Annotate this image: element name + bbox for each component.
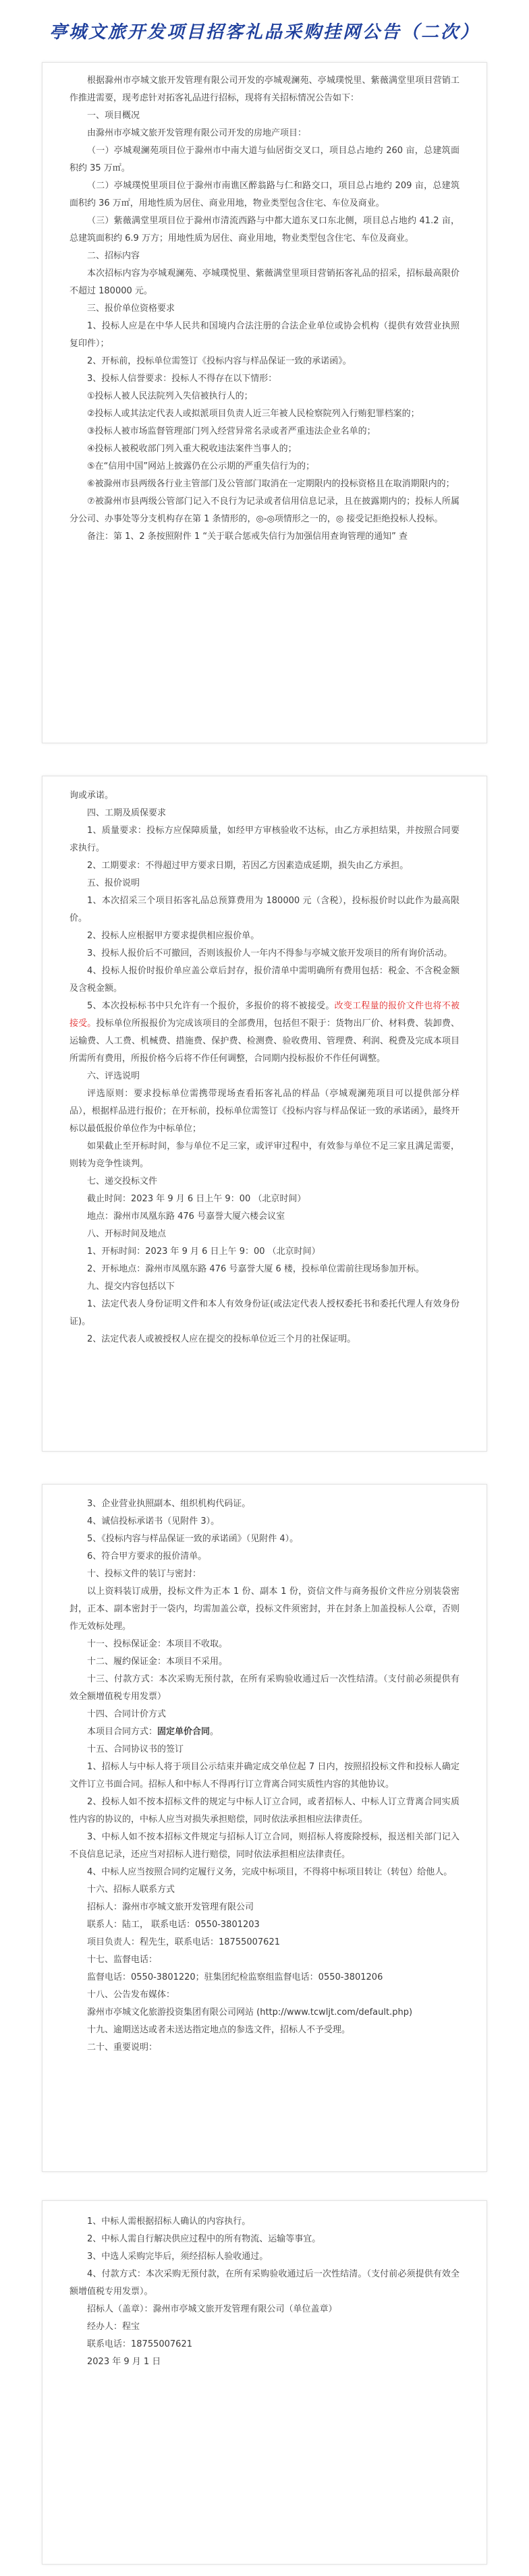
paragraph: 十三、付款方式：本次采购无预付款，在所有采购验收通过后一次性结清。（支付前必须提供有效全额增值税专用发票） <box>69 1674 460 1702</box>
paragraph: 六、评选说明 <box>87 1071 140 1081</box>
paragraph: 2023 年 9 月 1 日 <box>87 2357 161 2367</box>
paragraph: ⑦被滁州市县两级公管部门记入不良行为记录或者信用信息记录，且在披露期内的；投标人所属分公司、办事处等分支机构存在第 1 条情形的，◎-◎项情形之一的，◎ 接受记拒绝投标人投标。 <box>69 496 460 524</box>
document-page-4 <box>42 2200 487 2565</box>
paragraph: ①投标人被人民法院列入失信被执行人的； <box>87 391 253 401</box>
paragraph: 项目负责人：程先生，联系电话：18755007621 <box>87 1937 280 1947</box>
paragraph: 十四、合同计价方式 <box>87 1709 167 1719</box>
paragraph: ②投标人或其法定代表人或拟派项目负责人近三年被人民检察院列入行贿犯罪档案的； <box>87 409 420 419</box>
paragraph: 3、企业营业执照副本、组织机构代码证。 <box>87 1499 251 1509</box>
paragraph: 二十、重要说明： <box>87 2042 158 2053</box>
paragraph: 本次招标内容为亭城观澜苑、亭城璞悦里、紫薇满堂里项目营销拓客礼品的招采，招标最高限价不超过 180000 元。 <box>69 268 460 296</box>
paragraph: 经办人：程宝 <box>87 2322 140 2332</box>
paragraph: 2、开标地点：滁州市凤凰东路 476 号嘉誉大厦 6 楼，投标单位需前往现场参加开标。 <box>87 1264 424 1274</box>
paragraph: 十、投标文件的装订与密封： <box>87 1569 202 1579</box>
paragraph: 1、法定代表人身份证明文件和本人有效身份证(或法定代表人授权委托书和委托代理人有效身份证)。 <box>69 1299 460 1327</box>
paragraph: ④投标人被税收部门列入重大税收违法案件当事人的； <box>87 444 297 454</box>
paragraph: 地点：滁州市凤凰东路 476 号嘉誉大厦六楼会议室 <box>87 1211 285 1222</box>
contract-type-value: 固定单价合同 <box>157 1727 211 1737</box>
paragraph-contract-type <box>69 1723 460 1741</box>
paragraph: 1、质量要求：投标方应保障质量，如经甲方审核验收不达标，由乙方承担结果，并按照合同要求执行。 <box>69 826 460 853</box>
paragraph: 3、投标人信誉要求：投标人不得存在以下情形： <box>87 374 277 384</box>
paragraph: 四、工期及质保要求 <box>87 808 167 818</box>
paragraph: 滁州市亭城文化旅游投资集团有限公司网站 (http://www.tcwljt.com/default.php) <box>87 2007 413 2017</box>
paragraph: 十八、公告发布媒体： <box>87 1990 175 2000</box>
paragraph: 十七、监督电话： <box>87 1955 158 1965</box>
document-page-3 <box>42 1484 487 2172</box>
paragraph: 1、中标人需根据招标人确认的内容执行。 <box>87 2216 251 2227</box>
paragraph: （三）紫薇满堂里项目位于滁州市清流西路与中都大道东叉口东北侧，项目总占地约 41.2 亩，总建筑面积约 6.9 万方；用地性质为居住、商业用地，物业类型包含住宅、车位及商业。 <box>69 216 460 244</box>
paragraph: 1、本次招采三个项目拓客礼品总预算费用为 180000 元（含税），投标报价时以此作为最高限价。 <box>69 896 460 923</box>
paragraph: 十二、履约保证金：本项目不采用。 <box>87 1657 228 1667</box>
paragraph: ⑥被滁州市县两级各行业主管部门及公管部门取消在一定期限内的投标资格且在取消期限内的； <box>87 479 455 489</box>
item5-red-text: 改变工程量的报价文件也将不被接受。 <box>69 1001 460 1029</box>
paragraph: 一、项目概况 <box>87 111 140 121</box>
paragraph: 十六、招标人联系方式 <box>87 1885 175 1895</box>
paragraph: 如果截止至开标时间，参与单位不足三家，或评审过程中，有效参与单位不足三家且满足需要，则转为竞争性谈判。 <box>69 1141 460 1169</box>
paragraph: 1、招标人与中标人将于项目公示结束并确定成交单位起 7 日内，按照招投标文件和投标人确定文件订立书面合同。招标人和中标人不得再行订立背离合同实质性内容的其他协议。 <box>69 1762 460 1790</box>
paragraph: 五、报价说明 <box>87 878 140 888</box>
paragraph-item5 <box>69 998 460 1068</box>
paragraph: 2、投标人如不按本招标文件的规定与中标人订立合同，或者招标人、中标人订立背离合同实质性内容的协议的，中标人应当对损失承担赔偿，同时依法承担相应法律责任。 <box>69 1797 460 1825</box>
paragraph: 招标人：滁州市亭城文旅开发管理有限公司 <box>87 1902 254 1912</box>
paragraph: 根据滁州市亭城文旅开发管理有限公司开发的亭城观澜苑、亭城璞悦里、紫薇满堂里项目营销工作推进需要，现考虑针对拓客礼品进行招标，现将有关招标情况公告如下： <box>69 76 460 103</box>
paragraph: 4、中标人应当按照合同约定履行义务，完成中标项目，不得将中标项目转让（转包）给他人。 <box>87 1867 453 1877</box>
paragraph: 5、《投标内容与样品保证一致的承诺函》（见附件 4）。 <box>87 1534 299 1544</box>
paragraph: 3、中选人采购完毕后，须经招标人验收通过。 <box>87 2252 269 2262</box>
paragraph: 评选原则：要求投标单位需携带现场查看拓客礼品的样品（亭城观澜苑项目可以提供部分样品），根据样品进行报价；在开标前，投标单位需签订《投标内容与样品保证一致的承诺函》，最终开标以最低报价单位作为中标单位； <box>69 1089 460 1134</box>
paragraph: ⑤在“信用中国”网站上披露仍在公示期的严重失信行为的； <box>87 461 315 471</box>
paragraph: 1、开标时间：2023 年 9 月 6 日上午 9：00 （北京时间） <box>87 1247 321 1257</box>
paragraph: （二）亭城璞悦里项目位于滁州市南谯区醉翁路与仁和路交口，项目总占地约 209 亩，总建筑面积约 36 万㎡，用地性质为居住、商业用地，物业类型包含住宅、车位及商业。 <box>69 181 460 208</box>
paragraph: 2、工期要求：不得超过甲方要求日期，若因乙方因素造成延期，损失由乙方承担。 <box>87 861 409 871</box>
paragraph: 4、投标人报价时报价单应盖公章后封存，报价清单中需明确所有费用包括：税金、不含税金额及含税金额。 <box>69 966 460 994</box>
paragraph: 截止时间：2023 年 9 月 6 日上午 9：00 （北京时间） <box>87 1194 306 1204</box>
paragraph: 2、投标人应根据甲方要求提供相应报价单。 <box>87 931 260 941</box>
paragraph: ③投标人被市场监督管理部门列入经营异常名录或者严重违法企业名单的； <box>87 426 376 436</box>
document-page-1 <box>42 62 487 743</box>
paragraph: 七、递交投标文件 <box>87 1176 158 1186</box>
paragraph: 招标人（盖章）：滁州市亭城文旅开发管理有限公司（单位盖章） <box>87 2304 337 2314</box>
paragraph: 3、投标人报价后不可撤回，否则该报价人一年内不得参与亭城文旅开发项目的所有询价活动。 <box>87 948 453 958</box>
paragraph: 询或承诺。 <box>69 791 114 801</box>
page-title: 亭城文旅开发项目招客礼品采购挂网公告（二次） <box>49 22 480 42</box>
contract-end: 。 <box>210 1727 219 1737</box>
paragraph: 联系人：陆工， 联系电话：0550-3801203 <box>87 1920 260 1930</box>
paragraph: 八、开标时间及地点 <box>87 1229 167 1239</box>
paragraph: 3、中标人如不按本招标文件规定与招标人订立合同，则招标人将废除授标，报送相关部门记入不良信息记录，还应当对招标人进行赔偿，同时依法承担相应法律责任。 <box>69 1832 460 1860</box>
paragraph: 备注：第 1、2 条按照附件 1 “关于联合惩戒失信行为加强信用查询管理的通知” 查 <box>87 532 408 542</box>
paragraph: 九、提交内容包括以下 <box>87 1282 175 1292</box>
paragraph: 6、符合甲方要求的报价清单。 <box>87 1551 207 1562</box>
paragraph: 监督电话：0550-3801220；驻集团纪检监察组监督电话：0550-3801206 <box>87 1972 383 1982</box>
paragraph: 联系电话：18755007621 <box>87 2339 192 2349</box>
paragraph: 由滁州市亭城文旅开发管理有限公司开发的房地产项目： <box>87 128 307 138</box>
contract-label: 本项目合同方式： <box>87 1727 158 1737</box>
item5-rest-text: 投标单位所报报价为完成该项目的全部费用，包括但不限于：货物出厂价、材料费、装卸费、运输费、人工费、机械费、措施费、保护费、检测费、验收费用、管理费、利润、税费及完成本项目所需所有费用，所报价格今后将不作任何调整，合同期内投标报价不作任何调整。 <box>69 1019 460 1064</box>
paragraph: 2、法定代表人或被授权人应在提交的投标单位近三个月的社保证明。 <box>87 1334 356 1344</box>
paragraph: 4、诚信投标承诺书（见附件 3）。 <box>87 1516 220 1526</box>
paragraph: 十五、合同协议书的签订 <box>87 1744 184 1754</box>
paragraph: 二、招标内容 <box>87 251 140 261</box>
title-block <box>0 0 529 61</box>
paragraph: 2、中标人需自行解决供应过程中的所有物流、运输等事宜。 <box>87 2234 321 2244</box>
document-page-2 <box>42 776 487 1452</box>
paragraph: （一）亭城观澜苑项目位于滁州市中南大道与仙居街交叉口，项目总占地约 260 亩，总建筑面积约 35 万㎡。 <box>69 146 460 173</box>
paragraph: 2、开标前，投标单位需签订《投标内容与样品保证一致的承诺函》。 <box>87 356 352 366</box>
paragraph: 十一、投标保证金：本项目不收取。 <box>87 1639 228 1649</box>
item5-text: 5、本次投标标书中只允许有一个报价，多报价的将不被接受。 <box>87 1001 335 1011</box>
paragraph: 十九、逾期送达或者未送达指定地点的参选文件，招标人不予受理。 <box>87 2025 351 2035</box>
paragraph: 三、报价单位资格要求 <box>87 304 175 314</box>
paragraph: 4、付款方式：本次采购无预付款，在所有采购验收通过后一次性结清。（支付前必须提供有效全额增值税专用发票）。 <box>69 2269 460 2297</box>
paragraph: 以上资料装订成册，投标文件为正本 1 份、副本 1 份，资信文件与商务报价文件应分别装袋密封，正本、副本密封于一袋内，均需加盖公章，投标文件须密封，并在封条上加盖投标人公章，否则作无效标处理。 <box>69 1586 460 1632</box>
paragraph: 1、投标人应是在中华人民共和国境内合法注册的合法企业单位或协会机构（提供有效营业执照复印件）； <box>69 321 460 349</box>
